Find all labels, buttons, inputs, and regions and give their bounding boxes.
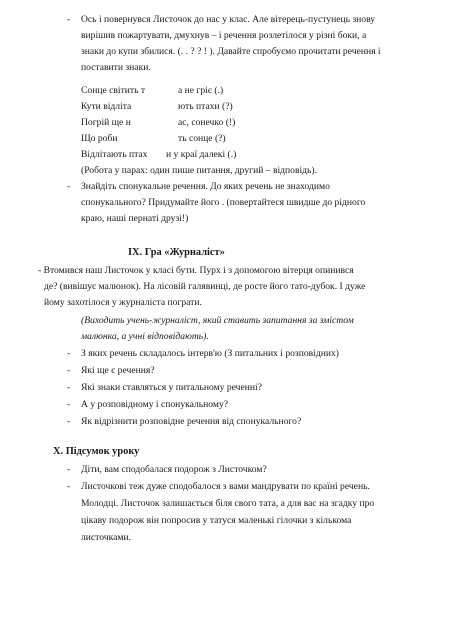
paragraph-line: знаки до купи збилися. (. . ? ? ! ). Давайте спробуємо прочитати речення і [81, 46, 381, 57]
paragraph-line: вирішив пожартувати, дмухнув – і речення розлетілося у різні боки, а [81, 30, 367, 41]
paragraph-line: спонукального? Придумайте його . (повертайтеся швидше до рідного [81, 197, 366, 208]
sentence-part-a: Кути відліта [81, 101, 132, 112]
paragraph-line: Знайдіть спонукальне речення. До яких речень не знаходимо [81, 181, 330, 192]
pair-work-note: (Робота у парах: один пише питання, другий – відповідь). [81, 165, 318, 176]
paragraph-line: краю, наші пернаті друзі!) [81, 213, 189, 224]
sentence-part-a: Сонце світить т [81, 85, 146, 96]
bullet-dash: - [67, 181, 71, 192]
bullet-dash: - [67, 365, 71, 376]
bullet-dash: - [67, 416, 71, 427]
bullet-dash: - [67, 348, 71, 359]
paragraph-line: йому захотілося у журналіста пограти. [44, 297, 202, 308]
question-item: Які ще є речення? [81, 365, 155, 376]
question-item: А у розповідному і спонукальному? [81, 399, 229, 410]
question-item: Які знаки ставляться у питальному реченні? [81, 382, 262, 393]
paragraph-line: цікаву подорож він попросив у татуся маленькі гілочки з кількома [81, 515, 352, 526]
sentence-part-b: ас, сонечко (!) [178, 117, 236, 128]
italic-note-line: (Виходить учень-журналіст, який ставить запитання за змістом [81, 315, 354, 326]
sentence-part-a: Що роби [81, 133, 118, 144]
sentence-part-b: ють птахи (?) [178, 101, 233, 112]
question-item: З яких речень складалось інтерв'ю (З питальних і розповідних) [81, 348, 339, 359]
sentence-part-b: ть сонце (?) [178, 133, 226, 144]
question-item: Як відрізнити розповідне речення від спонукального? [81, 416, 302, 427]
bullet-dash: - [67, 399, 71, 410]
bullet-dash: - [67, 464, 71, 475]
paragraph-line: - Втомився наш Листочок у класі бути. Пурх і з допомогою вітерця опинився [38, 265, 354, 276]
italic-note-line: малюнка, а учні відповідають). [81, 331, 209, 342]
paragraph-line: Листочкові теж дуже сподобалося з вами мандрувати по країні речень. [81, 481, 370, 492]
sentence-part-b: а не гріє (.) [178, 85, 224, 96]
paragraph-line: поставити знаки. [81, 62, 151, 73]
paragraph-line: листочками. [81, 532, 131, 543]
bullet-dash: - [67, 481, 71, 492]
sentence-part-b: и у краї далекі (.) [166, 149, 237, 160]
paragraph-line: Молодці. Листочок залишається біля свого тата, а для вас на згадку про [81, 498, 375, 509]
section-heading: ІХ. Гра «Журналіст» [128, 247, 225, 258]
sentence-part-a: Відлітають птах [81, 149, 148, 160]
section-heading: Х. Підсумок уроку [53, 446, 140, 457]
paragraph-line: Ось і повернувся Листочок до нас у клас. Але вітерець-пустунець знову [81, 14, 376, 25]
paragraph-line: Діти, вам сподобалася подорож з Листочком? [81, 464, 267, 475]
paragraph-line: де? (вивішує малюнок). На лісовій галявинці, де росте його тато-дубок. І дуже [44, 281, 366, 292]
bullet-dash: - [67, 382, 71, 393]
bullet-dash: - [67, 14, 71, 25]
sentence-part-a: Погрій ще н [81, 117, 131, 128]
